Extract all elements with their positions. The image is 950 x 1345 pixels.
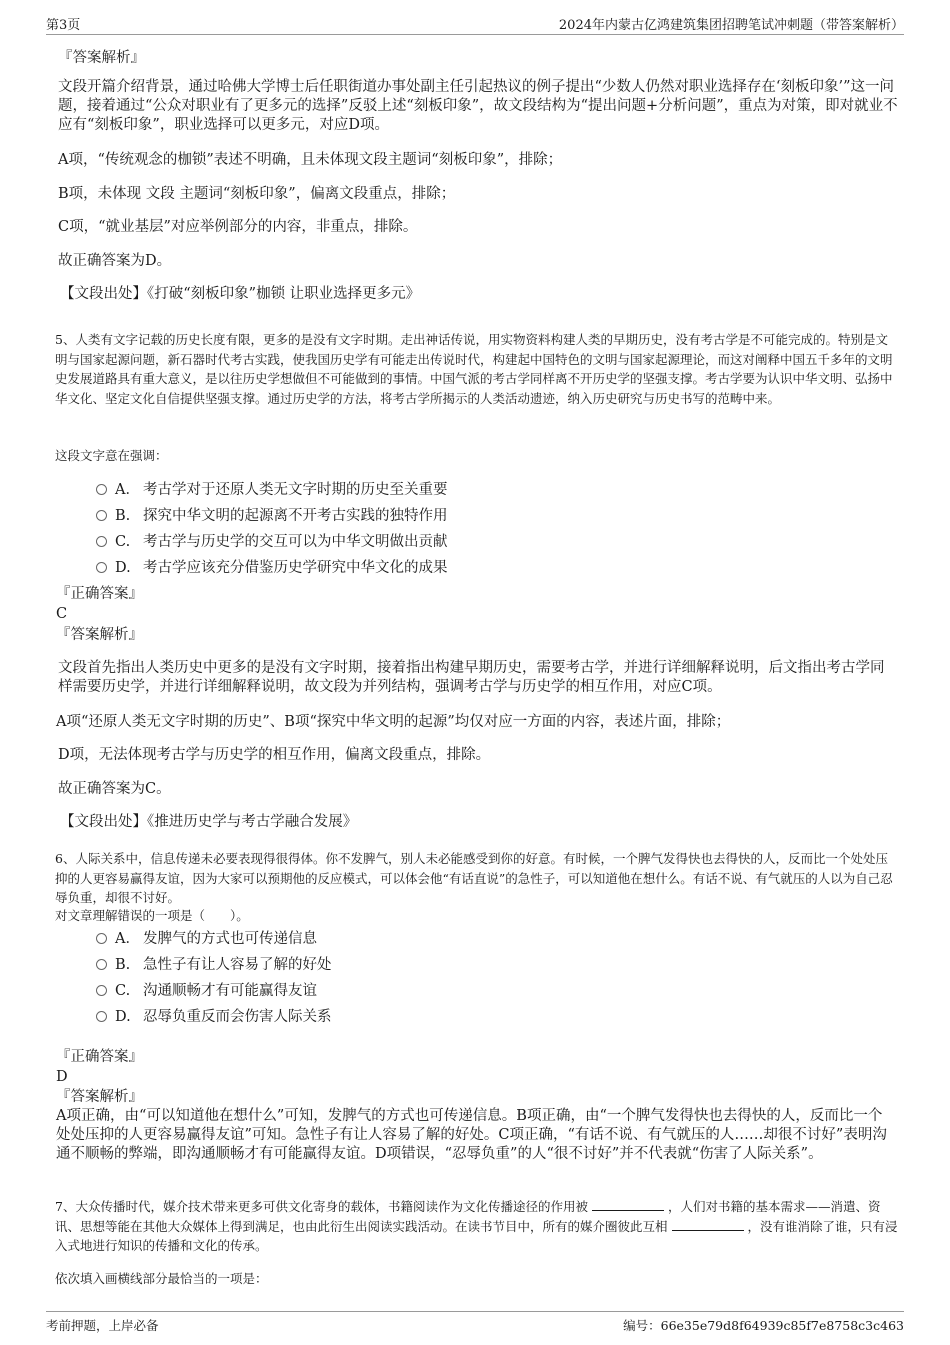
page-footer (46, 1311, 904, 1333)
q4-analysis-paragraph-1: 文段开篇介绍背景，通过哈佛大学博士后任职街道办事处副主任引起热议的例子提出“少数人仍然对职业选择存在‘刻板印象’”这一问题，接着通过“公众对职业有了更多元的选择”反驳上述“刻板印象”，故文段结构为“提出问题+分析问题”，重点为对策，即对就业不应有“刻板印象”，职业选择可以更多元，对应D项。 (58, 79, 898, 133)
option-letter: A． (115, 482, 140, 498)
page-number: 第3页 (46, 18, 81, 33)
q7-passage-part-1: 7、大众传播时代，媒介技术带来更多可供文化寄身的载体，书籍阅读作为文化传播途径的作用被 (55, 1199, 588, 1214)
option-text: 探究中华文明的起源离不开考古实践的独特作用 (143, 508, 448, 524)
q5-analysis-paragraph-3: D项，无法体现考古学与历史学的相互作用，偏离文段重点，排除。 (58, 747, 491, 763)
radio-circle-icon[interactable] (96, 933, 107, 944)
q5-analysis-paragraph-1: 文段首先指出人类历史中更多的是没有文字时期，接着指出构建早期历史，需要考古学，并进行详细解释说明，后文指出考古学同样需要历史学，并进行详细解释说明，故文段为并列结构，强调考古学与历史学的相互作用，对应C项。 (58, 660, 885, 695)
footer-slogan: 考前押题，上岸必备 (46, 1318, 159, 1333)
fill-blank-1 (592, 1198, 664, 1211)
option-text: 考古学与历史学的交互可以为中华文明做出贡献 (143, 534, 448, 550)
q6-option-a[interactable] (96, 929, 317, 949)
option-letter: A． (115, 931, 140, 947)
option-letter: D. (115, 1009, 131, 1025)
radio-circle-icon[interactable] (96, 959, 107, 970)
radio-circle-icon[interactable] (96, 1011, 107, 1022)
radio-circle-icon[interactable] (96, 510, 107, 521)
q6-question: 对文章理解错误的一项是（ ）。 (55, 908, 249, 923)
q7-question: 依次填入画横线部分最恰当的一项是： (55, 1271, 268, 1286)
q5-option-b[interactable] (96, 506, 448, 526)
radio-circle-icon[interactable] (96, 562, 107, 573)
option-text: 考古学应该充分借鉴历史学研究中华文化的成果 (143, 560, 448, 576)
q7-passage-part-2: ，人们对书籍的基本需求——消遣、资讯、思想等能在其他大众媒体上得到满足，也由此衍生出阅读实践活动。在读书节目中，所有的媒介圈彼此互相 (55, 1199, 881, 1234)
q6-option-d[interactable] (96, 1007, 332, 1027)
q6-passage: 6、人际关系中，信息传递未必要表现得很得体。你不发脾气，别人未必能感受到你的好意。有时候，一个脾气发得快也去得快的人，反而比一个处处压抑的人更容易赢得友谊，因为大家可以预期他的反应模式，可以体会他“有话直说”的急性子，可以知道他在想什么。有话不说、有气就压的人以为自己忍辱负重，却很不讨好。 (55, 851, 893, 905)
radio-circle-icon[interactable] (96, 536, 107, 547)
page-header (46, 14, 904, 35)
q5-passage: 5、人类有文字记载的历史长度有限，更多的是没有文字时期。走出神话传说，用实物资料构建人类的早期历史，没有考古学是不可能完成的。特别是文明与国家起源问题，新石器时代考古实践，使我国历史学有可能走出传说时代，构建起中国特色的文明与国家起源理论，而这对阐释中国五千多年的文明史发展道路具有重大意义，是以往历史学想做但不可能做到的事情。中国气派的考古学同样离不开历史学的坚强支撑。考古学要为认识中华文明、弘扬中华文化、坚定文化自信提供坚强支撑。通过历史学的方法，将考古学所揭示的人类活动遗迹，纳入历史研究与历史书写的范畴中来。 (55, 332, 893, 406)
option-text: 沟通顺畅才有可能赢得友谊 (143, 983, 317, 999)
q7-passage (55, 1197, 900, 1256)
document-code: 编号：66e35e79d8f64939c85f7e8758c3c463 (623, 1318, 904, 1333)
option-text: 考古学对于还原人类无文字时期的历史至关重要 (143, 482, 448, 498)
option-text: 急性子有让人容易了解的好处 (143, 957, 332, 973)
q4-analysis-label: 『答案解析』 (58, 50, 145, 66)
fill-blank-2 (672, 1218, 744, 1231)
q6-option-b[interactable] (96, 955, 332, 975)
option-letter: C. (115, 983, 131, 999)
document-title: 2024年内蒙古亿鸿建筑集团招聘笔试冲刺题（带答案解析） (558, 18, 904, 33)
q5-analysis-paragraph-4: 故正确答案为C。 (58, 781, 171, 797)
q6-answer-label: 『正确答案』 (56, 1049, 143, 1065)
q4-analysis-paragraph-4: C项，“就业基层”对应举例部分的内容，非重点，排除。 (58, 219, 418, 235)
q5-answer-label: 『正确答案』 (56, 586, 143, 602)
q4-analysis-paragraph-3: B项，未体现 文段 主题词“刻板印象”，偏离文段重点，排除； (58, 186, 456, 202)
q5-option-a[interactable] (96, 480, 448, 500)
q6-option-c[interactable] (96, 981, 317, 1001)
q5-option-d[interactable] (96, 558, 448, 578)
q4-analysis-paragraph-2: A项，“传统观念的枷锁”表述不明确，且未体现文段主题词“刻板印象”，排除； (58, 152, 563, 168)
q6-analysis: A项正确，由“可以知道他在想什么”可知，发脾气的方式也可传递信息。B项正确，由“一个脾气发得快也去得快的人，反而比一个处处压抑的人更容易赢得友谊”可知。急性子有让人容易了解的好处。C项正确，“有话不说、有气就压的人……却很不讨好”表明沟通不顺畅的弊端，即沟通顺畅才有可能赢得友谊。D项错误，“忍辱负重”的人“很不讨好”并不代表就“伤害了人际关系”。 (56, 1108, 887, 1162)
option-letter: B. (115, 957, 131, 973)
option-letter: D. (115, 560, 131, 576)
option-letter: B. (115, 508, 131, 524)
radio-circle-icon[interactable] (96, 484, 107, 495)
q6-answer: D (56, 1069, 68, 1085)
option-text: 忍辱负重反而会伤害人际关系 (143, 1009, 332, 1025)
q4-source: 【文段出处】《打破“刻板印象”枷锁 让职业选择更多元》 (60, 286, 421, 302)
q5-analysis-paragraph-2: A项“还原人类无文字时期的历史”、B项“探究中华文明的起源”均仅对应一方面的内容，表述片面，排除； (56, 714, 731, 730)
q7-passage-part-3: ，没有谁消除了谁，只有浸入式地进行知识的传播和文化的传承。 (55, 1218, 898, 1253)
q6-analysis-label: 『答案解析』 (56, 1089, 143, 1105)
option-letter: C. (115, 534, 131, 550)
q5-source: 【文段出处】《推进历史学与考古学融合发展》 (60, 814, 358, 830)
radio-circle-icon[interactable] (96, 985, 107, 996)
q5-option-c[interactable] (96, 532, 448, 552)
q5-answer: C (56, 606, 68, 622)
option-text: 发脾气的方式也可传递信息 (143, 931, 317, 947)
q4-analysis-paragraph-5: 故正确答案为D。 (58, 253, 172, 269)
q5-analysis-label: 『答案解析』 (56, 627, 143, 643)
q5-question: 这段文字意在强调： (55, 448, 168, 463)
